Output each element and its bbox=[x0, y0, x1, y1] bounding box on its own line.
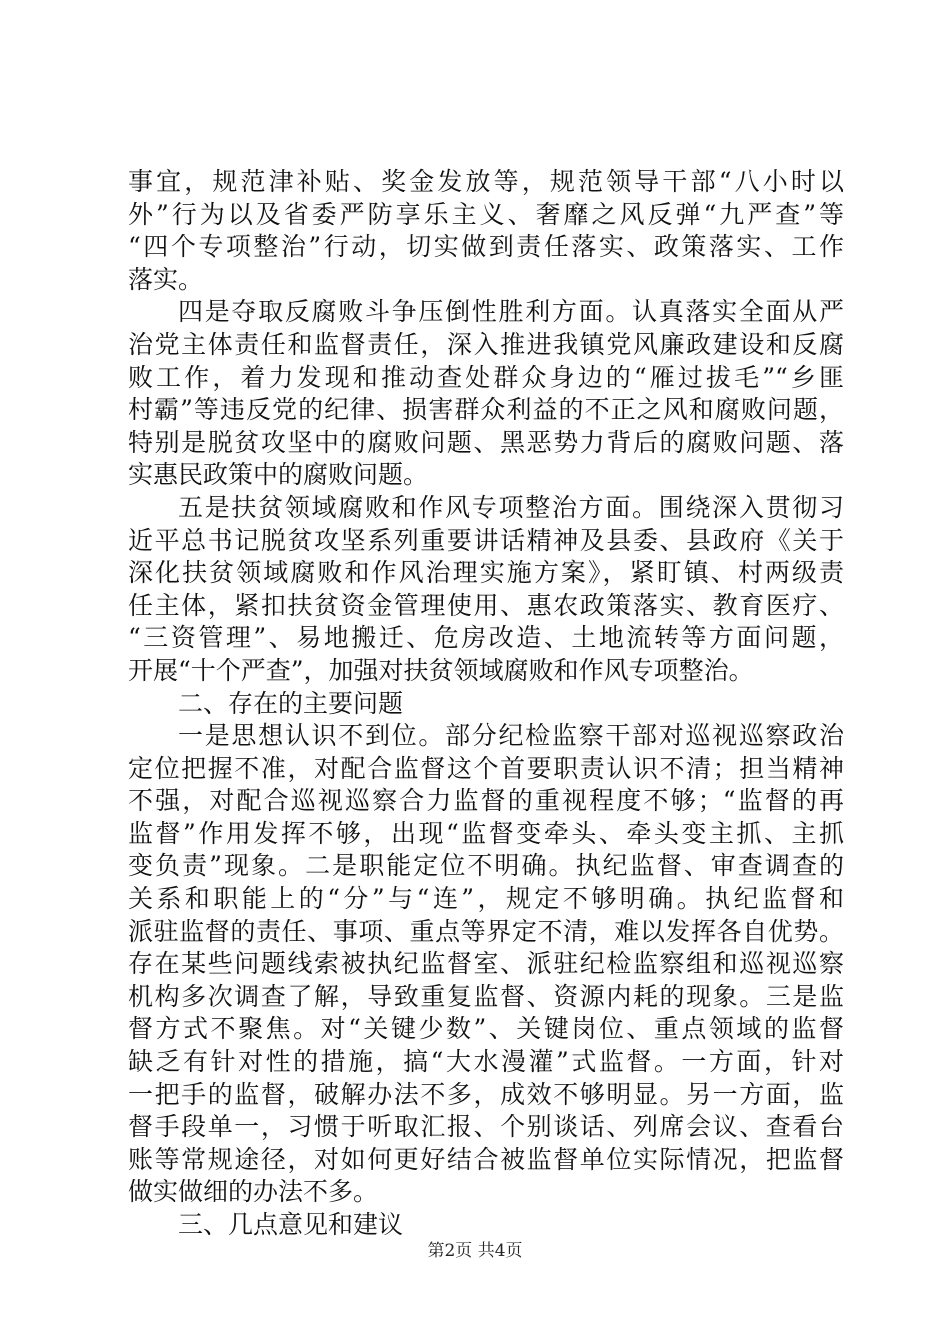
paragraph-line: 实惠民政策中的腐败问题。 bbox=[128, 460, 429, 490]
paragraph-line: 督手段单一，习惯于听取汇报、个别谈话、列席会议、查看台 bbox=[128, 1112, 844, 1142]
paragraph-line: 外”行为以及省委严防享乐主义、奢靡之风反弹“九严查”等 bbox=[128, 199, 844, 229]
paragraph-line: 派驻监督的责任、事项、重点等界定不清，难以发挥各自优势。 bbox=[128, 916, 844, 946]
paragraph-line: 深化扶贫领域腐败和作风治理实施方案》，紧盯镇、村两级责 bbox=[128, 558, 844, 588]
paragraph-line: 开展“十个严查”，加强对扶贫领域腐败和作风专项整治。 bbox=[128, 655, 754, 685]
paragraph-line: 治党主体责任和监督责任，深入推进我镇党风廉政建设和反腐 bbox=[128, 329, 844, 359]
paragraph-line: 缺乏有针对性的措施，搞“大水漫灌”式监督。一方面，针对 bbox=[128, 1047, 844, 1077]
paragraph-line: 败工作，着力发现和推动查处群众身边的“雁过拔毛”“乡匪 bbox=[128, 362, 844, 392]
paragraph-line: 做实做细的办法不多。 bbox=[128, 1177, 379, 1207]
paragraph-line: “四个专项整治”行动，切实做到责任落实、政策落实、工作 bbox=[128, 232, 844, 262]
paragraph-line: 五是扶贫领域腐败和作风专项整治方面。围绕深入贯彻习 bbox=[178, 492, 844, 522]
paragraph-line: 机构多次调查了解，导致重复监督、资源内耗的现象。三是监 bbox=[128, 981, 844, 1011]
paragraph-line: 落实。 bbox=[128, 264, 204, 294]
paragraph-line: “三资管理”、易地搬迁、危房改造、土地流转等方面问题， bbox=[128, 623, 844, 653]
paragraph-line: 监督”作用发挥不够，出现“监督变牵头、牵头变主抓、主抓 bbox=[128, 818, 844, 848]
paragraph-line: 四是夺取反腐败斗争压倒性胜利方面。认真落实全面从严 bbox=[178, 297, 844, 327]
paragraph-line: 特别是脱贫攻坚中的腐败问题、黑恶势力背后的腐败问题、落 bbox=[128, 427, 844, 457]
paragraph-line: 定位把握不准，对配合监督这个首要职责认识不清；担当精神 bbox=[128, 753, 844, 783]
paragraph-line: 任主体，紧扣扶贫资金管理使用、惠农政策落实、教育医疗、 bbox=[128, 590, 844, 620]
paragraph-line: 督方式不聚焦。对“关键少数”、关键岗位、重点领域的监督 bbox=[128, 1014, 844, 1044]
paragraph-line: 变负责”现象。二是职能定位不明确。执纪监督、审查调查的 bbox=[128, 851, 844, 881]
paragraph-line: 事宜，规范津补贴、奖金发放等，规范领导干部“八小时以 bbox=[128, 167, 844, 196]
paragraph-line: 一是思想认识不到位。部分纪检监察干部对巡视巡察政治 bbox=[178, 721, 844, 751]
paragraph-line: 关系和职能上的“分”与“连”，规定不够明确。执纪监督和 bbox=[128, 884, 844, 914]
paragraph-line: 近平总书记脱贫攻坚系列重要讲话精神及县委、县政府《关于 bbox=[128, 525, 844, 555]
page-footer: 第2页 共4页 bbox=[427, 1241, 523, 1261]
paragraph-line: 一把手的监督，破解办法不多，成效不够明显。另一方面，监 bbox=[128, 1079, 844, 1109]
document-body bbox=[128, 166, 844, 1242]
paragraph-line: 账等常规途径，对如何更好结合被监督单位实际情况，把监督 bbox=[128, 1144, 844, 1174]
paragraph-line: 不强，对配合巡视巡察合力监督的重视程度不够；“监督的再 bbox=[128, 786, 844, 816]
section-heading: 三、几点意见和建议 bbox=[178, 1210, 404, 1239]
paragraph-line: 村霸”等违反党的纪律、损害群众利益的不正之风和腐败问题， bbox=[128, 395, 844, 425]
section-heading: 二、存在的主要问题 bbox=[178, 688, 404, 718]
paragraph-line: 存在某些问题线索被执纪监督室、派驻纪检监察组和巡视巡察 bbox=[128, 949, 844, 979]
